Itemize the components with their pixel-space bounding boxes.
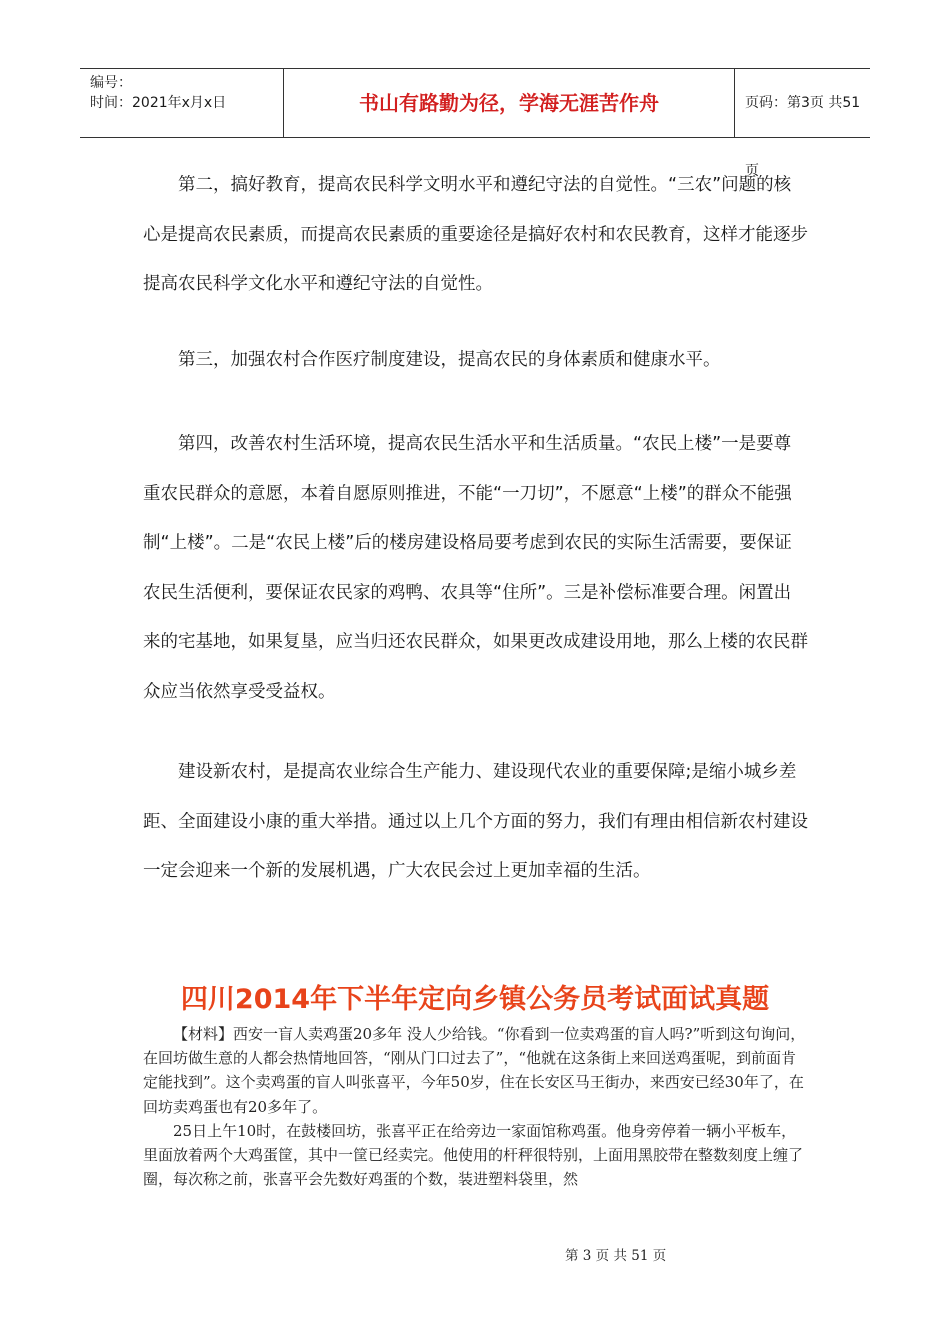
date-label: 时间：2021年x月x日 — [90, 95, 227, 111]
page-header — [80, 68, 870, 179]
material-block — [143, 1022, 808, 1191]
header-motto: 书山有路勤为径，学海无涯苦作舟 — [283, 69, 735, 137]
body-paragraph: 第二，搞好教育，提高农民科学文明水平和遵纪守法的自觉性。“三农”问题的核心是提高农民素质，而提高农民素质的重要途径是搞好农村和农民教育，这样才能逐步提高农民科学文化水平和遵纪守法的自觉性。 — [143, 175, 808, 294]
body-paragraph: 建设新农村，是提高农业综合生产能力、建设现代农业的重要保障;是缩小城乡差距、全面建设小康的重大举措。通过以上几个方面的努力，我们有理由相信新农村建设一定会迎来一个新的发展机遇，广大农民会过上更加幸福的生活。 — [143, 762, 808, 881]
header-meta — [80, 69, 283, 137]
body-paragraph-4-block — [143, 748, 808, 897]
body-paragraph-1-block — [143, 161, 808, 310]
material-paragraph: 【材料】西安一盲人卖鸡蛋20多年 没人少给钱。“你看到一位卖鸡蛋的盲人吗?”听到这句询问，在回坊做生意的人都会热情地回答，“刚从门口过去了”，“他就在这条街上来回送鸡蛋呢，到前面肯定能找到”。这个卖鸡蛋的盲人叫张喜平，今年50岁，住在长安区马王街办，来西安已经30年了，在回坊卖鸡蛋也有20多年了。 — [143, 1025, 806, 1116]
page-footer: 第 3 页 共 51 页 — [565, 1248, 667, 1264]
body-paragraph-3-block — [143, 420, 808, 717]
body-paragraph-2-block — [143, 336, 808, 386]
material-paragraph: 25日上午10时，在鼓楼回坊，张喜平正在给旁边一家面馆称鸡蛋。他身旁停着一辆小平板车，里面放着两个大鸡蛋筐，其中一筐已经卖完。他使用的杆秤很特别，上面用黑胶带在整数刻度上缠了圈，每次称之前，张喜平会先数好鸡蛋的个数，装进塑料袋里，然 — [143, 1121, 804, 1189]
serial-number-label: 编号： — [90, 75, 132, 91]
body-paragraph: 第四，改善农村生活环境，提高农民生活水平和生活质量。“农民上楼”一是要尊重农民群众的意愿，本着自愿原则推进，不能“一刀切”，不愿意“上楼”的群众不能强制“上楼”。二是“农民上楼”后的楼房建设格局要考虑到农民的实际生活需要，要保证农民生活便利，要保证农民家的鸡鸭、农具等“住所”。三是补偿标准要合理。闲置出来的宅基地，如果复垦，应当归还农民群众，如果更改成建设用地，那么上楼的农民群众应当依然享受受益权。 — [143, 434, 808, 702]
section-title: 四川2014年下半年定向乡镇公务员考试面试真题 — [180, 984, 770, 1015]
header-page-info: 页码：第3页 共51页 — [745, 95, 861, 179]
body-paragraph: 第三，加强农村合作医疗制度建设，提高农民的身体素质和健康水平。 — [178, 350, 721, 370]
